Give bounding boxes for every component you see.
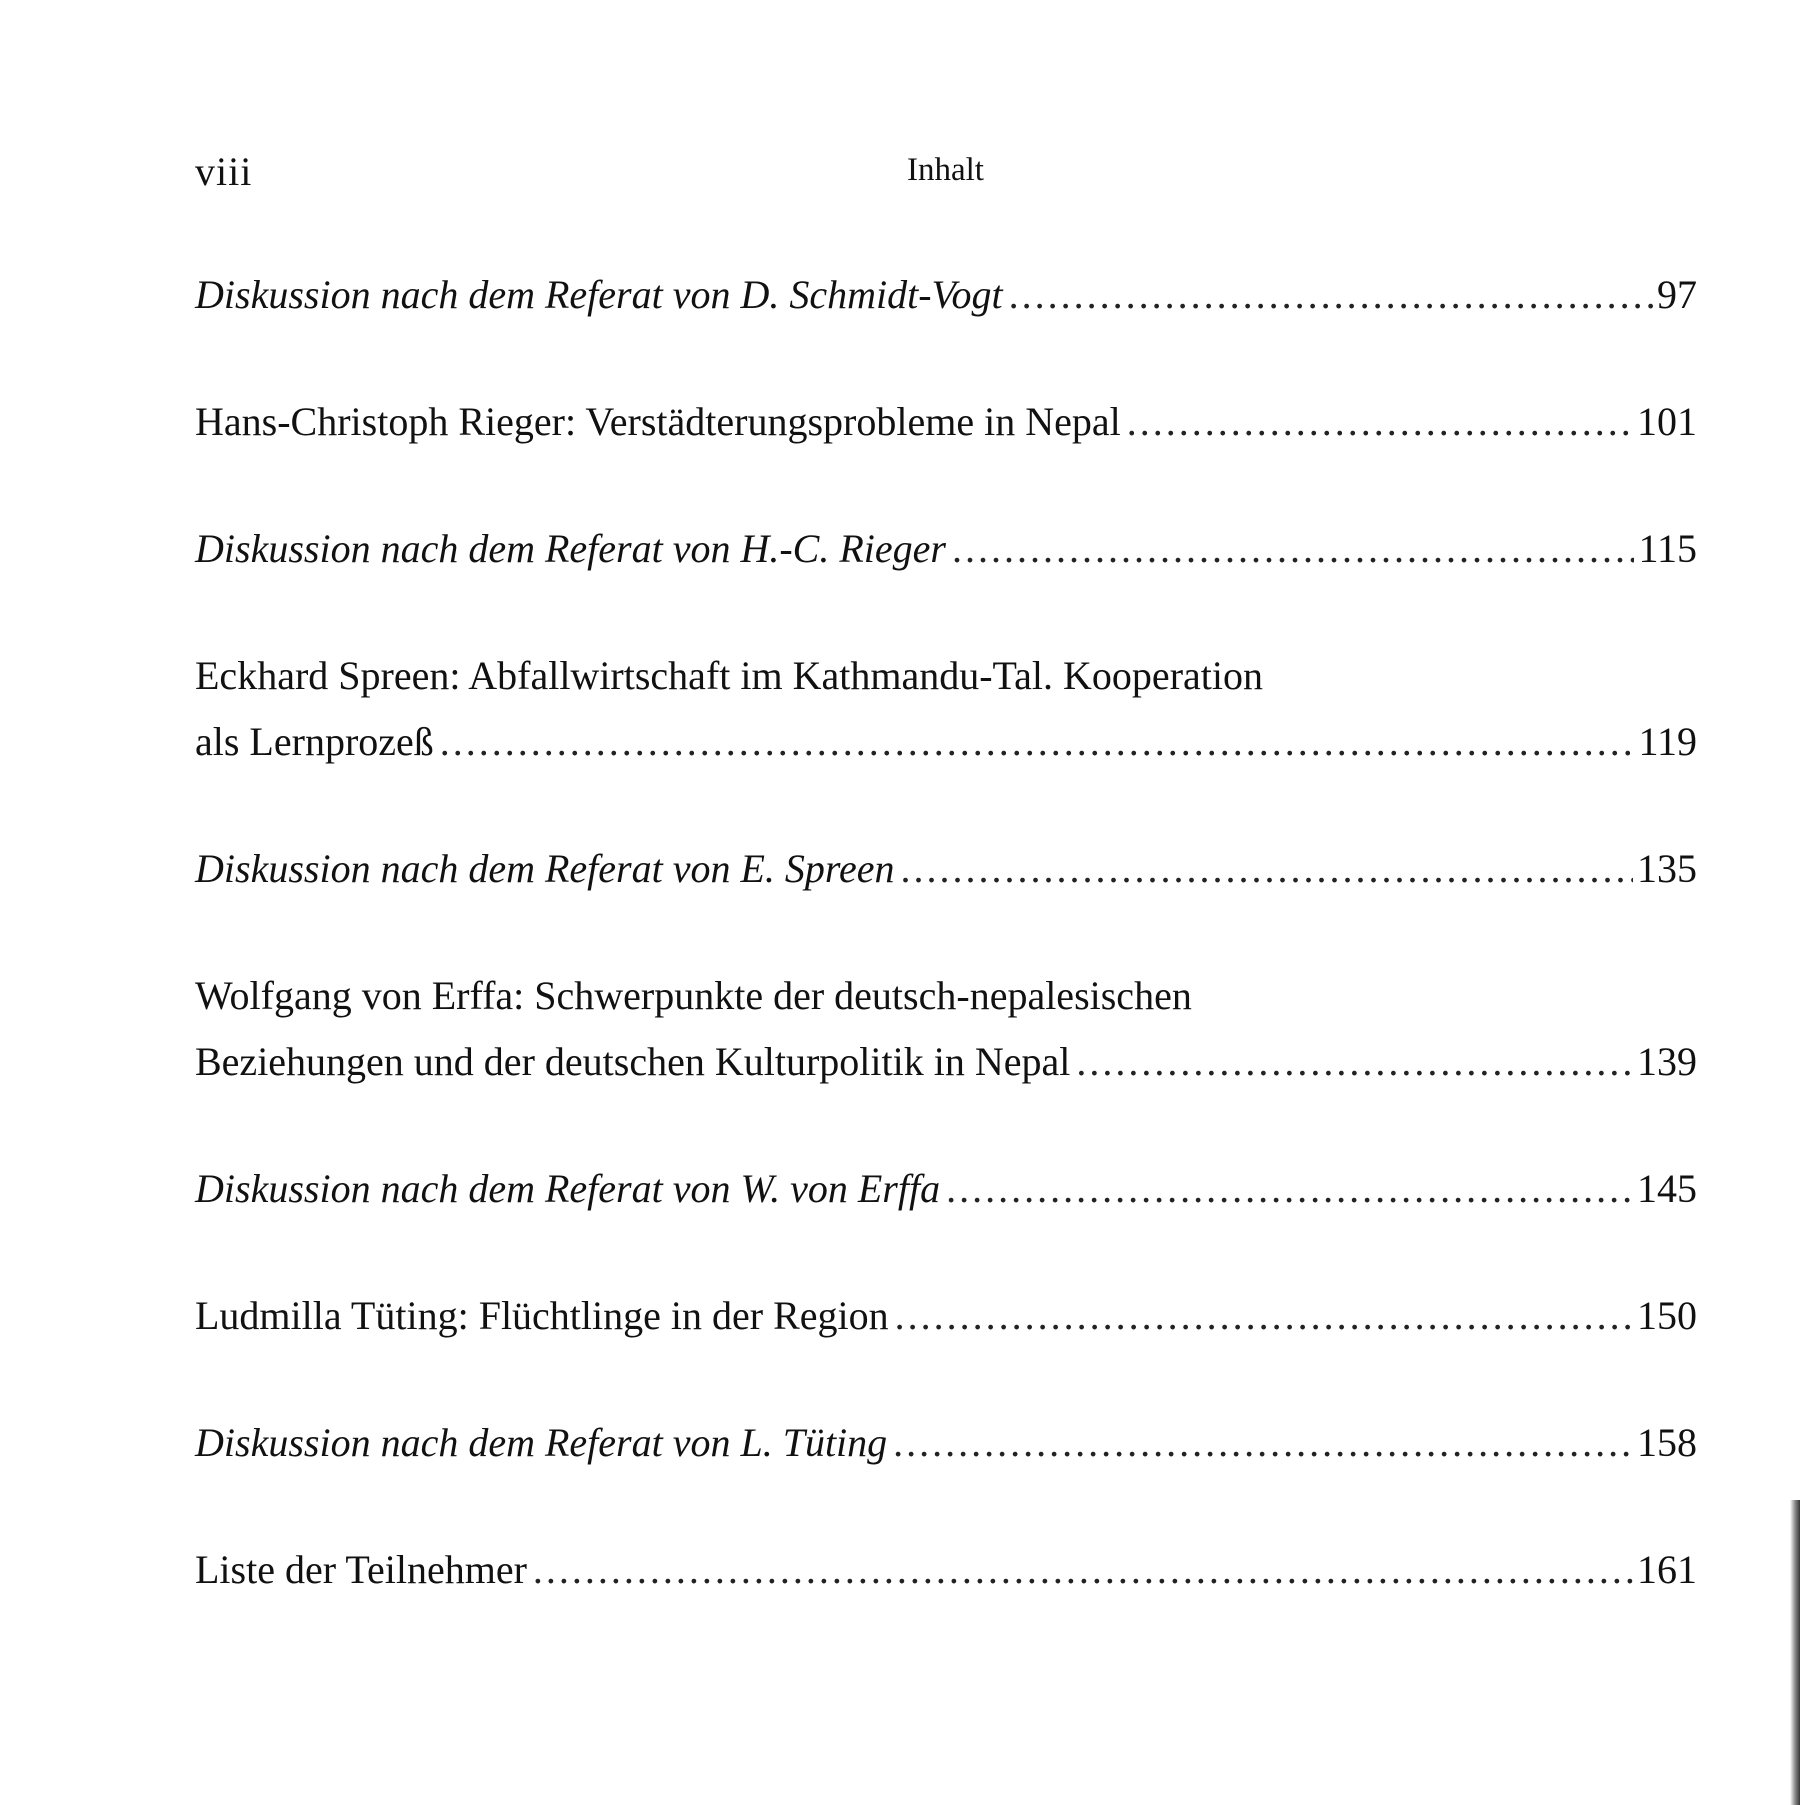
toc-entry-title-line-2: als Lernprozeß	[195, 719, 434, 764]
toc-entry	[195, 643, 1697, 775]
toc-entry-line	[195, 1537, 1697, 1603]
toc-entry-line	[195, 709, 1697, 775]
toc-entry-page: 135	[1637, 846, 1697, 891]
toc-entry-line	[195, 389, 1697, 455]
toc-entry-title: Hans-Christoph Rieger: Verstädterungsprobleme in Nepal	[195, 399, 1121, 444]
toc-entry-page: 145	[1637, 1166, 1697, 1211]
toc-entry-title: Ludmilla Tüting: Flüchtlinge in der Region	[195, 1293, 889, 1338]
toc-entry-line	[195, 1029, 1697, 1095]
dot-leader	[952, 516, 1635, 582]
toc-entry-line	[195, 1410, 1697, 1476]
toc-entry-line	[195, 262, 1697, 328]
toc-entry-page: 158	[1637, 1420, 1697, 1465]
toc-entry-page: 101	[1637, 399, 1697, 444]
dot-leader	[895, 1283, 1633, 1349]
dot-leader	[893, 1410, 1633, 1476]
toc-entry	[195, 1537, 1697, 1603]
toc-entry-title: Diskussion nach dem Referat von W. von Erffa	[195, 1166, 941, 1211]
toc-entry	[195, 1410, 1697, 1476]
scan-edge-shadow	[1790, 1500, 1800, 1805]
toc-entry-page: 161	[1637, 1547, 1697, 1592]
toc-entry-line	[195, 1156, 1697, 1222]
toc-entry-title-line-1: Eckhard Spreen: Abfallwirtschaft im Kathmandu-Tal. Kooperation	[195, 653, 1263, 698]
running-title: Inhalt	[907, 152, 984, 188]
toc-entry-line	[195, 1283, 1697, 1349]
toc-entry	[195, 516, 1697, 582]
toc-entry-title: Diskussion nach dem Referat von H.-C. Rieger	[195, 526, 946, 571]
toc-entry-title: Diskussion nach dem Referat von L. Tüting	[195, 1420, 888, 1465]
toc-entry	[195, 1283, 1697, 1349]
dot-leader	[1009, 262, 1653, 328]
toc-entry-page: 115	[1638, 526, 1697, 571]
toc-entry-title: Diskussion nach dem Referat von E. Spreen	[195, 846, 895, 891]
toc-entry	[195, 836, 1697, 902]
table-of-contents	[195, 262, 1697, 1664]
toc-entry-line	[195, 516, 1697, 582]
toc-entry-title: Diskussion nach dem Referat von D. Schmidt-Vogt	[195, 272, 1003, 317]
toc-entry	[195, 963, 1697, 1095]
toc-entry-page: 150	[1637, 1293, 1697, 1338]
toc-entry	[195, 262, 1697, 328]
toc-entry-page: 139	[1637, 1039, 1697, 1084]
toc-entry-title-line-2: Beziehungen und der deutschen Kulturpolitik in Nepal	[195, 1039, 1071, 1084]
dot-leader	[900, 836, 1633, 902]
toc-entry-line	[195, 836, 1697, 902]
toc-entry-page: 97	[1657, 272, 1697, 317]
dot-leader	[533, 1537, 1633, 1603]
dot-leader	[1076, 1029, 1633, 1095]
toc-entry	[195, 389, 1697, 455]
toc-entry-page: 119	[1638, 719, 1697, 764]
toc-entry-title: Liste der Teilnehmer	[195, 1547, 527, 1592]
dot-leader	[1127, 389, 1633, 455]
page-number: viii	[195, 149, 253, 194]
page-header	[195, 148, 1696, 198]
dot-leader	[440, 709, 1635, 775]
toc-entry	[195, 1156, 1697, 1222]
dot-leader	[946, 1156, 1633, 1222]
toc-entry-title-line-1: Wolfgang von Erffa: Schwerpunkte der deutsch-nepalesischen	[195, 973, 1192, 1018]
